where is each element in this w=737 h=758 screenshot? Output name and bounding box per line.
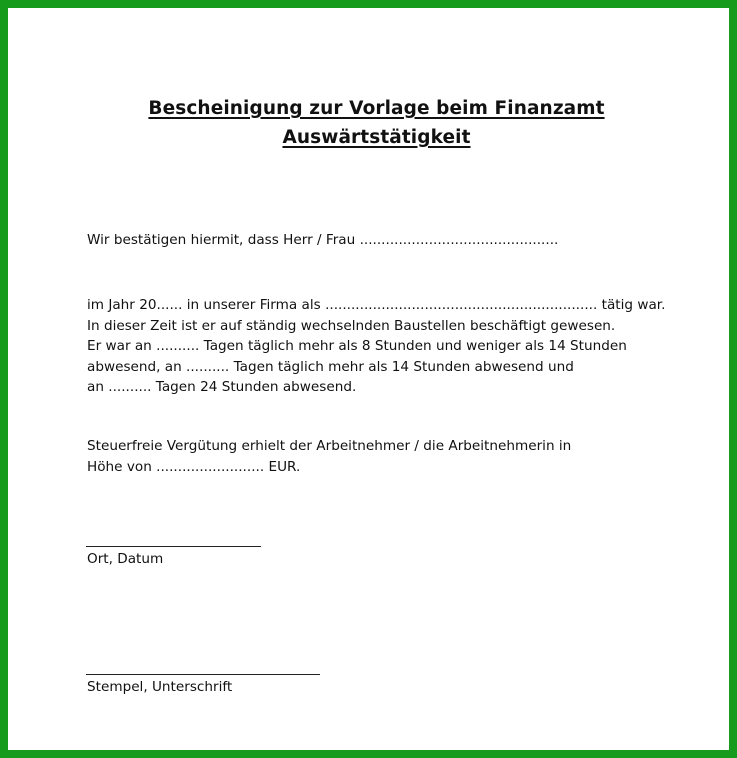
confirmation-paragraph: Wir bestätigen hiermit, dass Herr / Frau .............................................. [87, 232, 559, 248]
stamp-signature-label: Stempel, Unterschrift [87, 679, 233, 695]
document-title: Bescheinigung zur Vorlage beim Finanzamt [148, 98, 605, 119]
employment-line: abwesend, an .......... Tagen täglich mehr als 14 Stunden abwesend und [87, 358, 574, 375]
place-date-signature-line [86, 546, 261, 547]
employment-line: In dieser Zeit ist er auf ständig wechselnden Baustellen beschäftigt gewesen. [87, 317, 616, 334]
document-subtitle: Auswärtstätigkeit [282, 127, 471, 148]
employment-paragraph [87, 295, 665, 398]
employment-line: an .......... Tagen 24 Stunden abwesend. [87, 379, 357, 395]
stamp-signature-line [86, 674, 320, 675]
compensation-paragraph [87, 436, 571, 477]
employment-line: im Jahr 20...... in unserer Firma als ............................................................... tätig war. [87, 297, 666, 313]
place-date-label: Ort, Datum [87, 551, 164, 567]
compensation-line: Höhe von ......................... EUR. [87, 458, 301, 475]
employment-line: Er war an .......... Tagen täglich mehr als 8 Stunden und weniger als 14 Stunden [87, 338, 627, 354]
compensation-line: Steuerfreie Vergütung erhielt der Arbeitnehmer / die Arbeitnehmerin in [87, 438, 572, 454]
